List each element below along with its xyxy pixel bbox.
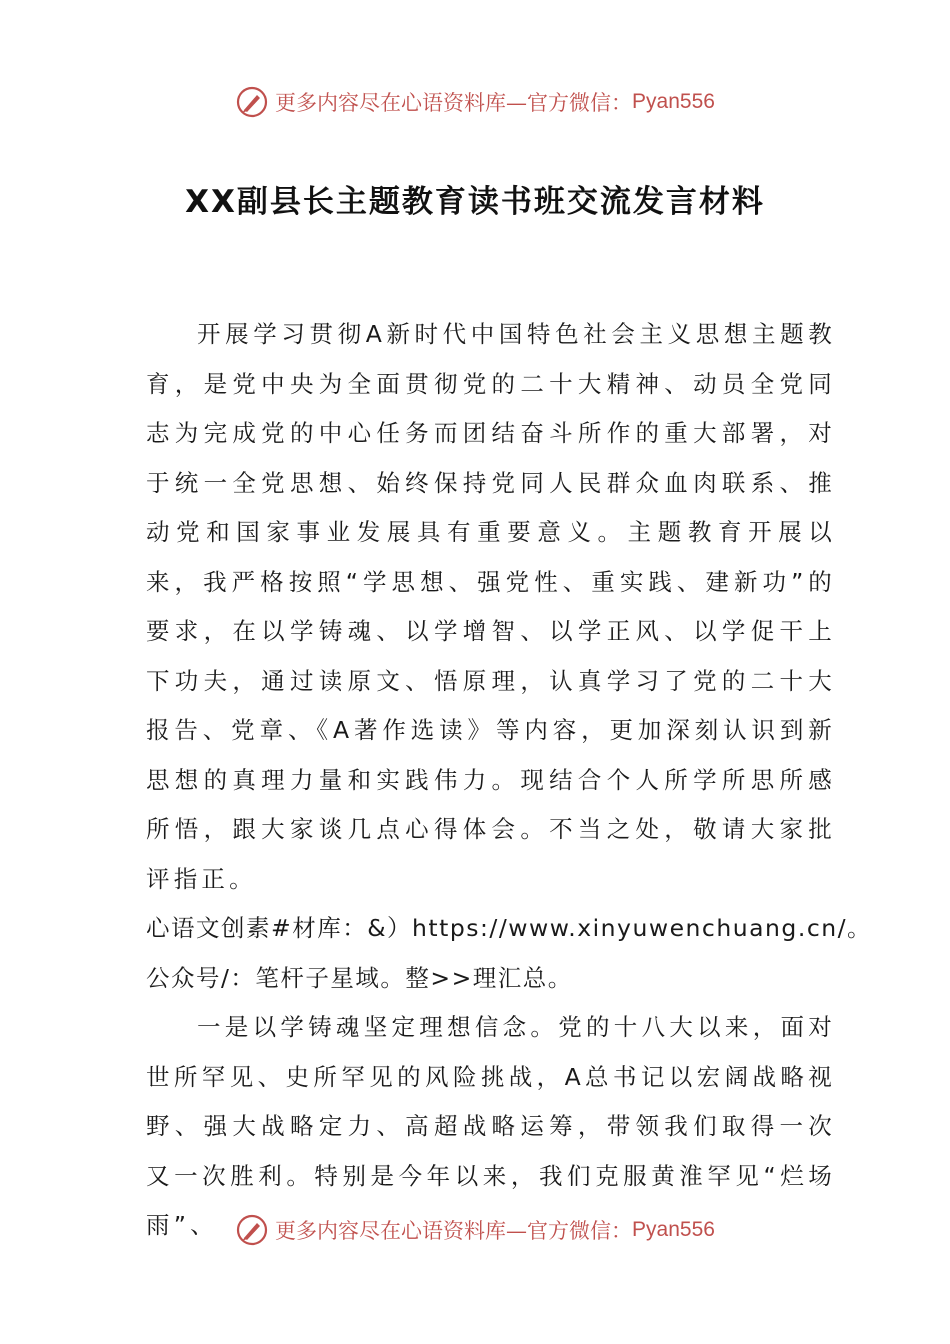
banner-text: 更多内容尽在心语资料库—官方微信： (275, 1219, 633, 1243)
paragraph-point-one: 一是以学铸魂坚定理想信念。党的十八大以来，面对世所罕见、史所罕见的风险挑战，A总书记以宏阔战略视野、强大战略定力、高超战略运筹，带领我们取得一次又一次胜利。特别是今年以来，我们克服黄淮罕见“烂场雨”、 (146, 1013, 836, 1239)
banner-wechat-id: Pyan556 (632, 1218, 715, 1241)
document-title: XX副县长主题教育读书班交流发言材料 (185, 184, 765, 220)
inserted-account-line: 公众号/：笔杆子星域。整>>理汇总。 (146, 963, 573, 992)
inserted-source-line: 心语文创素#材库：&）https://www.xinyuwenchuang.cn/。 (146, 914, 873, 942)
paragraph-intro: 开展学习贯彻A新时代中国特色社会主义思想主题教育，是党中央为全面贯彻党的二十大精神、动员全党同志为完成党的中心任务而团结奋斗所作的重大部署，对于统一全党思想、始终保持党同人民群众血肉联系、推动党和国家事业发展具有重要意义。主题教育开展以来，我严格按照“学思想、强党性、重实践、建新功”的要求，在以学铸魂、以学增智、以学正风、以学促干上下功夫，通过读原文、悟原理，认真学习了党的二十大报告、党章、《A著作选读》等内容，更加深刻认识到新思想的真理力量和实践伟力。现结合个人所学所思所感所悟，跟大家谈几点心得体会。不当之处，敬请大家批评指正。 (146, 320, 836, 893)
header-watermark-banner (0, 82, 950, 122)
banner-wechat-id: Pyan556 (632, 90, 715, 113)
banner-text: 更多内容尽在心语资料库—官方微信： (275, 91, 633, 115)
footer-watermark-banner (0, 1210, 950, 1250)
document-body (146, 310, 873, 1251)
pen-logo-icon (235, 85, 269, 119)
pen-logo-icon (235, 1213, 269, 1247)
